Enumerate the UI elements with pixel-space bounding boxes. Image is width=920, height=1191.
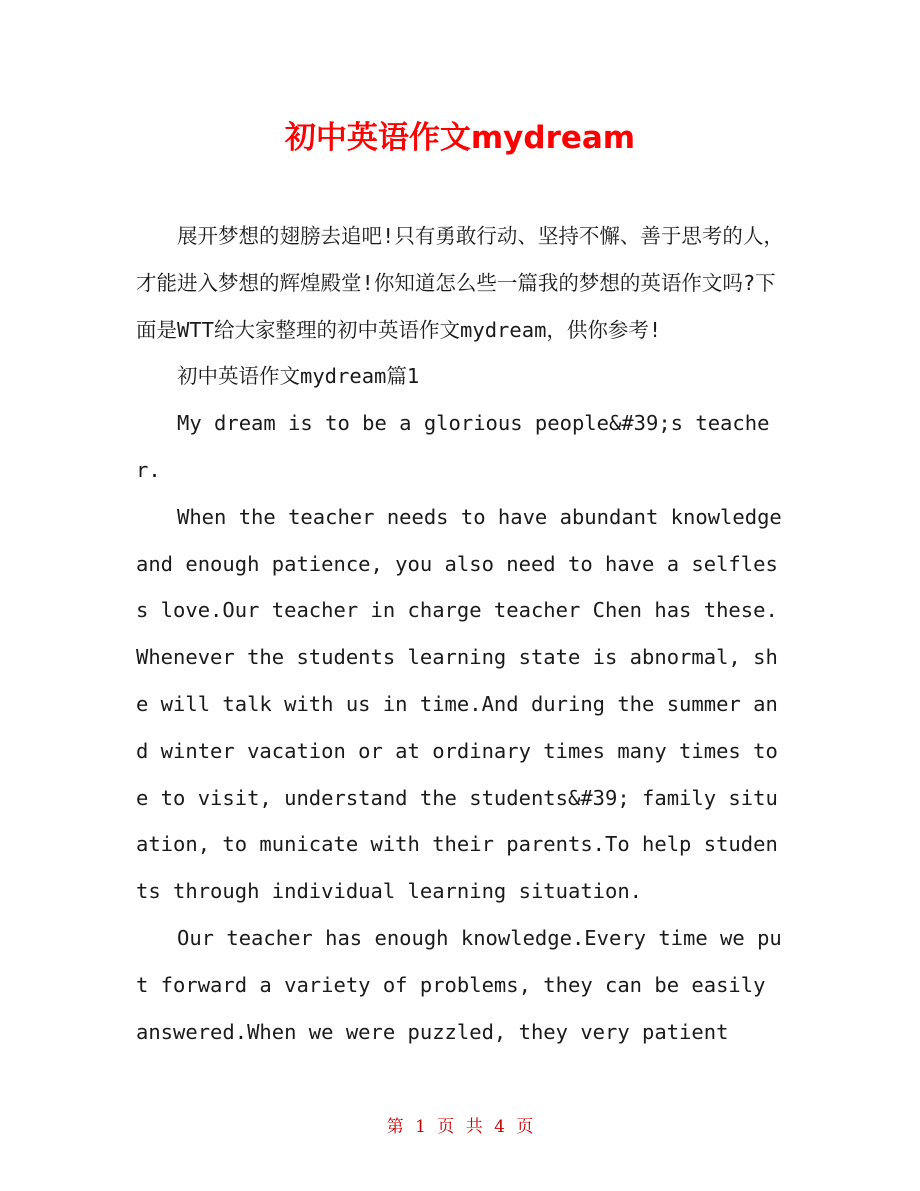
body-paragraph-knowledge: Our teacher has enough knowledge.Every time we put forward a variety of problems, they can be easily answered.When we were puzzled, they very patient: [136, 925, 782, 1044]
body-paragraph-teacher: When the teacher needs to have abundant knowledge and enough patience, you also need to have a selfless love.Our teacher in charge teacher Chen has these.Whenever the students learning state is abnormal, she will talk with us in time.And during the summer and winter vacation or at ordinary times many times to e to visit, understand the students&#39; family situation, to municate with their parents.To help students through individual learning situation.: [136, 504, 782, 904]
page-number-footer: 第 1 页 共 4 页: [386, 1117, 534, 1137]
document-body: [136, 213, 788, 1055]
section-heading: 初中英语作文mydream篇1: [177, 364, 420, 389]
intro-paragraph: 展开梦想的翅膀去追吧!只有勇敢行动、坚持不懈、善于思考的人，才能进入梦想的辉煌殿堂!你知道怎么些一篇我的梦想的英语作文吗?下面是WTT给大家整理的初中英语作文mydream，供你参考!: [136, 224, 784, 342]
document-title: 初中英语作文mydream: [284, 120, 636, 156]
body-paragraph-dream: My dream is to be a glorious people&#39;s teacher.: [136, 411, 770, 482]
